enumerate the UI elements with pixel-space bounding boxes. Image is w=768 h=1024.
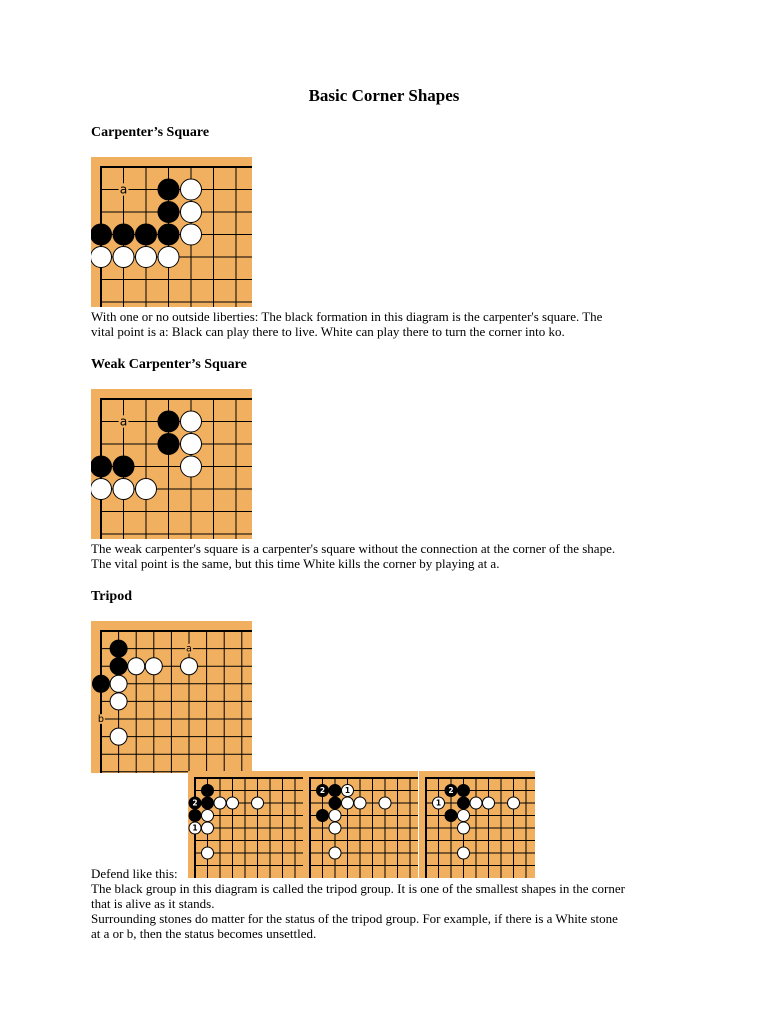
white-stone <box>181 456 202 477</box>
point-mark-label: b <box>97 714 105 726</box>
white-stone <box>110 693 127 710</box>
black-stone <box>445 810 457 822</box>
black-stone <box>91 456 112 477</box>
board-edge-top <box>100 630 252 632</box>
go-diagram-defend-2 <box>303 771 418 878</box>
go-board <box>91 157 252 307</box>
white-stone <box>136 479 157 500</box>
white-stone <box>252 797 264 809</box>
move-number-label: 2 <box>448 786 454 796</box>
section-heading-tripod: Tripod <box>91 589 132 604</box>
black-stone <box>458 797 470 809</box>
section-heading-weak-carpenters-square: Weak Carpenter’s Square <box>91 357 247 372</box>
point-mark-label: a <box>119 414 128 429</box>
white-stone <box>214 797 226 809</box>
black-stone <box>158 434 179 455</box>
white-stone <box>110 728 127 745</box>
white-stone <box>181 179 202 200</box>
board-edge-top <box>100 398 252 400</box>
black-stone <box>110 640 127 657</box>
go-board <box>91 389 252 539</box>
black-stone <box>202 785 214 797</box>
white-stone <box>508 797 520 809</box>
black-stone <box>158 179 179 200</box>
white-stone <box>145 658 162 675</box>
white-stone <box>181 411 202 432</box>
board-edge-top <box>309 777 418 779</box>
white-stone <box>202 847 214 859</box>
paragraph-line: The vital point is the same, but this time White kills the corner by playing at a. <box>91 556 500 571</box>
section-heading-carpenters-square: Carpenter’s Square <box>91 125 210 140</box>
board-background <box>419 771 535 878</box>
go-board <box>419 771 535 878</box>
black-stone <box>202 797 214 809</box>
black-stone <box>91 224 112 245</box>
document-title: Basic Corner Shapes <box>308 86 460 105</box>
paragraph-line: With one or no outside liberties: The black formation in this diagram is the carpenter's square. The <box>91 309 603 324</box>
paragraph-line: The weak carpenter's square is a carpenter's square without the connection at the corner of the shape. <box>91 541 616 556</box>
go-diagram-tripod <box>91 621 252 773</box>
white-stone <box>227 797 239 809</box>
white-stone <box>202 810 214 822</box>
paragraph-line: vital point is a: Black can play there to live. White can play there to turn the corner into ko. <box>91 324 565 339</box>
white-stone <box>181 224 202 245</box>
paragraph-line: Surrounding stones do matter for the status of the tripod group. For example, if there is a White stone <box>91 911 618 926</box>
move-number-label: 2 <box>319 786 326 796</box>
black-stone <box>329 785 341 797</box>
paragraph-carpenters-square <box>91 309 691 339</box>
black-stone <box>113 456 134 477</box>
white-stone <box>91 479 112 500</box>
go-diagram-carpenters-square <box>91 157 252 307</box>
black-stone <box>158 202 179 223</box>
white-stone <box>113 247 134 268</box>
white-stone <box>342 797 354 809</box>
go-diagram-defend-1 <box>188 771 303 878</box>
paragraph-line: at a or b, then the status becomes unsettled. <box>91 926 317 941</box>
go-board <box>91 621 252 773</box>
white-stone <box>329 847 341 859</box>
black-stone <box>189 810 201 822</box>
white-stone <box>110 675 127 692</box>
paragraph-weak-carpenters-square <box>91 541 691 571</box>
white-stone <box>181 202 202 223</box>
paragraph-line: The black group in this diagram is called the tripod group. It is one of the smallest shapes in the corner <box>91 881 625 896</box>
black-stone <box>158 411 179 432</box>
move-number-label: 2 <box>192 798 198 808</box>
black-stone <box>110 658 127 675</box>
caption-defend: Defend like this: <box>91 866 178 881</box>
white-stone <box>354 797 366 809</box>
paragraph-tripod <box>91 866 691 941</box>
white-stone <box>379 797 391 809</box>
black-stone <box>329 797 341 809</box>
board-edge-top <box>425 777 535 779</box>
black-stone <box>93 675 110 692</box>
white-stone <box>181 434 202 455</box>
white-stone <box>202 822 214 834</box>
go-diagram-weak-carpenters-square <box>91 389 252 539</box>
white-stone <box>458 810 470 822</box>
move-number-label: 1 <box>192 823 198 833</box>
white-stone <box>470 797 482 809</box>
white-stone <box>136 247 157 268</box>
white-stone <box>158 247 179 268</box>
move-number-label: 1 <box>435 798 442 808</box>
go-diagram-defend-3 <box>419 771 535 878</box>
black-stone <box>158 224 179 245</box>
go-board <box>303 771 418 878</box>
black-stone <box>317 810 329 822</box>
paragraph-line: that is alive as it stands. <box>91 896 215 911</box>
white-stone <box>181 658 198 675</box>
go-board <box>188 771 303 878</box>
move-number-label: 1 <box>344 786 351 796</box>
white-stone <box>483 797 495 809</box>
white-stone <box>329 810 341 822</box>
white-stone <box>458 822 470 834</box>
point-mark-label: a <box>186 643 192 655</box>
white-stone <box>329 822 341 834</box>
white-stone <box>91 247 112 268</box>
point-mark-label: a <box>119 182 128 197</box>
black-stone <box>136 224 157 245</box>
black-stone <box>113 224 134 245</box>
board-edge-top <box>194 777 303 779</box>
black-stone <box>458 785 470 797</box>
white-stone <box>113 479 134 500</box>
board-edge-top <box>100 166 252 168</box>
white-stone <box>128 658 145 675</box>
white-stone <box>458 847 470 859</box>
